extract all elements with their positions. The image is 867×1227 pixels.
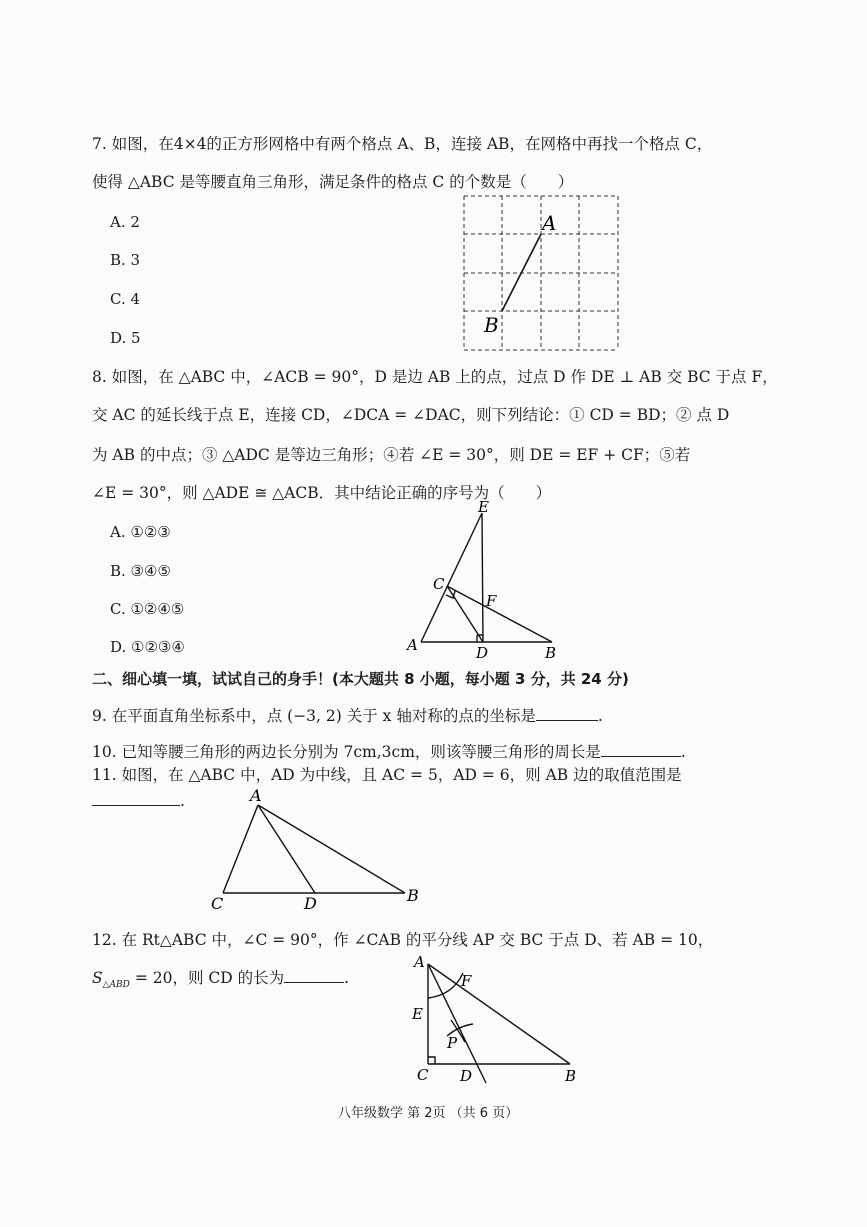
q12-label-e: E — [412, 1005, 423, 1023]
q8-option-b: B. ③④⑤ — [110, 562, 171, 580]
q8-label-d: D — [476, 644, 489, 662]
q8-label-b: B — [545, 644, 557, 662]
q7-line2: 使得 △ABC 是等腰直角三角形，满足条件的格点 C 的个数是（ ） — [92, 173, 574, 191]
q8-label-e: E — [478, 498, 489, 516]
q12-line1: 12. 在 Rt△ABC 中，∠C = 90°，作 ∠CAB 的平分线 AP 交 BC 于点 D、若 AB = 10， — [92, 931, 714, 949]
q12-answer-blank[interactable] — [284, 966, 344, 983]
q11-label-b: B — [407, 886, 419, 905]
q12-label-f: F — [461, 972, 472, 990]
q7-label-a: A — [542, 211, 557, 235]
q11-answer-blank[interactable] — [92, 789, 180, 806]
q12-label-p: P — [447, 1034, 458, 1052]
q8-label-f: F — [486, 592, 497, 610]
q8-option-d: D. ①②③④ — [110, 638, 185, 656]
q7-option-c: C. 4 — [110, 290, 141, 308]
q8-line4: ∠E = 30°，则 △ADE ≅ △ACB．其中结论正确的序号为（ ） — [92, 484, 552, 502]
q12-label-c: C — [417, 1066, 429, 1084]
q8-option-a: A. ①②③ — [110, 523, 171, 541]
q12-label-d: D — [460, 1067, 473, 1085]
q10-answer-blank[interactable] — [601, 740, 681, 757]
q7-line1: 7. 如图，在4×4的正方形网格中有两个格点 A、B，连接 AB，在网格中再找一个格点 C， — [92, 135, 713, 153]
q11-line2: . — [92, 789, 185, 811]
q7-option-b: B. 3 — [110, 251, 141, 269]
q10-text: 10. 已知等腰三角形的两边长分别为 7cm,3cm，则该等腰三角形的周长是 . — [92, 740, 686, 762]
q11-label-d: D — [304, 894, 317, 913]
q9-text: 9. 在平面直角坐标系中，点 (−3, 2) 关于 x 轴对称的点的坐标是 . — [92, 704, 603, 726]
q9-answer-blank[interactable] — [536, 704, 598, 721]
q12-triangle-figure — [405, 950, 590, 1090]
q7-grid-figure — [455, 190, 630, 360]
q12-label-a: A — [414, 953, 425, 971]
q11-line1: 11. 如图，在 △ABC 中，AD 为中线，且 AC = 5，AD = 6，则 AB 边的取值范围是 — [92, 766, 682, 784]
q11-label-c: C — [211, 894, 224, 913]
page-footer: 八年级数学 第 2页 （共 6 页） — [338, 1106, 519, 1121]
q8-line3: 为 AB 的中点；③ △ADC 是等边三角形；④若 ∠E = 30°，则 DE = EF + CF；⑤若 — [92, 446, 691, 464]
section2-title: 二、细心填一填，试试自己的身手！(本大题共 8 小题，每小题 3 分，共 24 分) — [92, 670, 629, 688]
q11-triangle-figure — [205, 783, 430, 913]
q8-line1: 8. 如图，在 △ABC 中，∠ACB = 90°，D 是边 AB 上的点，过点 D 作 DE ⊥ AB 交 BC 于点 F， — [92, 368, 778, 386]
q12-label-b: B — [565, 1067, 577, 1085]
q7-option-d: D. 5 — [110, 329, 141, 347]
q8-label-a: A — [407, 636, 418, 654]
q8-triangle-figure — [400, 498, 570, 663]
q8-line2: 交 AC 的延长线于点 E，连接 CD，∠DCA = ∠DAC，则下列结论：① CD = BD；② 点 D — [92, 406, 730, 424]
q7-label-b: B — [484, 313, 499, 337]
q12-line2: $S_{\triangle ABD} = 20$，则 CD 的长为 . — [92, 966, 349, 995]
q11-label-a: A — [250, 786, 262, 805]
q7-option-a: A. 2 — [110, 213, 140, 231]
q8-label-c: C — [433, 575, 445, 593]
q8-option-c: C. ①②④⑤ — [110, 600, 185, 618]
